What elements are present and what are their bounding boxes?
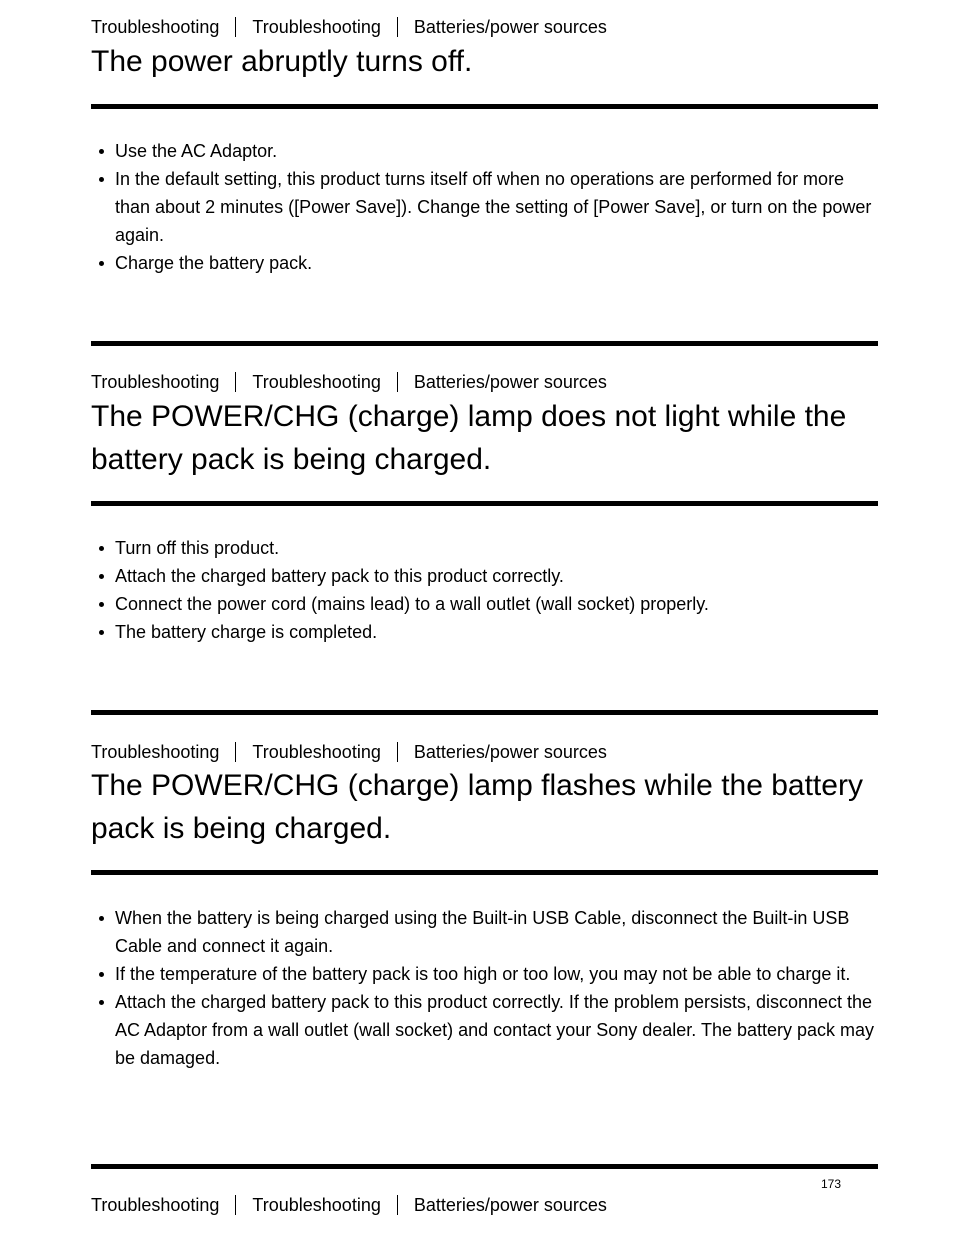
section-divider: [91, 104, 878, 109]
breadcrumb: [91, 1194, 607, 1216]
breadcrumb-item[interactable]: Troubleshooting: [252, 741, 381, 762]
breadcrumb-separator: [397, 1195, 398, 1215]
breadcrumb-item[interactable]: Batteries/power sources: [413, 1194, 607, 1215]
breadcrumb-separator: [235, 17, 236, 37]
list-item: Connect the power cord (mains lead) to a wall outlet (wall socket) properly.: [115, 590, 878, 618]
breadcrumb-separator: [235, 372, 236, 392]
breadcrumb-item[interactable]: Troubleshooting: [91, 16, 220, 37]
breadcrumb-item[interactable]: Troubleshooting: [252, 371, 381, 392]
list-item: When the battery is being charged using the Built-in USB Cable, disconnect the Built-in USB Cable and connect it again.: [115, 904, 878, 960]
section-divider: [91, 1164, 878, 1169]
breadcrumb-item[interactable]: Batteries/power sources: [413, 741, 607, 762]
breadcrumb-separator: [397, 372, 398, 392]
list-item: Turn off this product.: [115, 534, 878, 562]
list-item: If the temperature of the battery pack is too high or too low, you may not be able to charge it.: [115, 960, 878, 988]
breadcrumb-item[interactable]: Troubleshooting: [91, 741, 220, 762]
section-divider: [91, 710, 878, 715]
breadcrumb-item[interactable]: Batteries/power sources: [413, 371, 607, 392]
list-item: Attach the charged battery pack to this product correctly.: [115, 562, 878, 590]
page-title: The POWER/CHG (charge) lamp does not light while the battery pack is being charged.: [91, 400, 847, 476]
breadcrumb: [91, 371, 607, 393]
list-item: The battery charge is completed.: [115, 618, 878, 646]
section-divider: [91, 341, 878, 346]
breadcrumb-item[interactable]: Troubleshooting: [91, 371, 220, 392]
breadcrumb: [91, 16, 607, 38]
page-number: 173: [821, 1177, 842, 1191]
breadcrumb-separator: [235, 1195, 236, 1215]
breadcrumb-separator: [397, 742, 398, 762]
breadcrumb-item[interactable]: Troubleshooting: [252, 1194, 381, 1215]
breadcrumb-separator: [235, 742, 236, 762]
list-item: Use the AC Adaptor.: [115, 137, 878, 165]
list-item: In the default setting, this product turns itself off when no operations are performed for more than about 2 minutes ([Power Save]). Change the setting of [Power Save], or turn on the power again.: [115, 165, 878, 249]
breadcrumb: [91, 741, 607, 763]
page-title: The power abruptly turns off.: [91, 45, 473, 78]
list-item: Attach the charged battery pack to this product correctly. If the problem persists, disconnect the AC Adaptor from a wall outlet (wall socket) and contact your Sony dealer. The battery pack may be damaged.: [115, 988, 878, 1072]
page-title: The POWER/CHG (charge) lamp flashes while the battery pack is being charged.: [91, 769, 863, 845]
bullet-list: [91, 534, 878, 646]
bullet-list: [91, 904, 878, 1072]
breadcrumb-item[interactable]: Troubleshooting: [91, 1194, 220, 1215]
breadcrumb-separator: [397, 17, 398, 37]
breadcrumb-item[interactable]: Troubleshooting: [252, 16, 381, 37]
section-divider: [91, 870, 878, 875]
bullet-list: [91, 137, 878, 277]
section-divider: [91, 501, 878, 506]
list-item: Charge the battery pack.: [115, 249, 878, 277]
breadcrumb-item[interactable]: Batteries/power sources: [413, 16, 607, 37]
